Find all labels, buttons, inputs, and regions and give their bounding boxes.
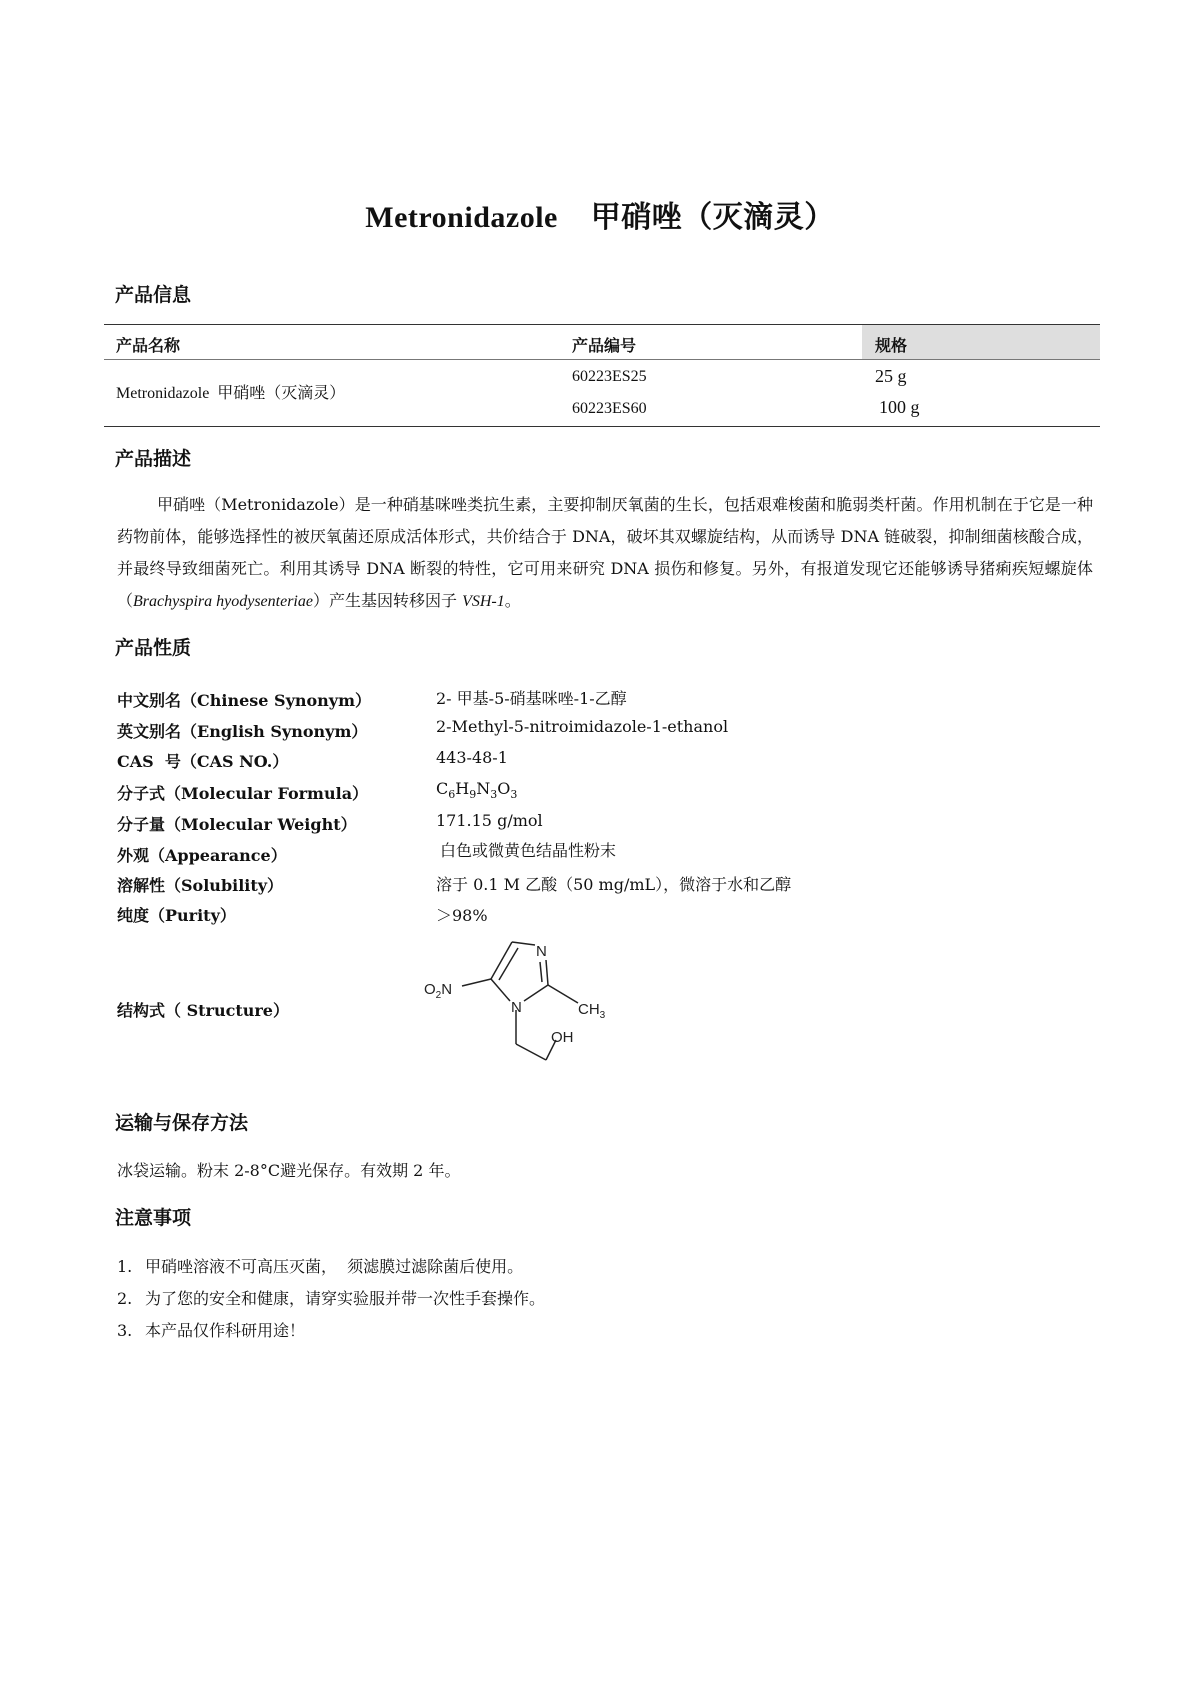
cell-code-1: 60223ES25 xyxy=(572,368,647,385)
species-name: Brachyspira hyodysenteriae xyxy=(133,593,313,610)
gene-name: VSH-1 xyxy=(462,593,505,610)
cell-product-name: Metronidazole 甲硝唑（灭滴灵） xyxy=(116,385,346,402)
section-heading-storage: 运输与保存方法 xyxy=(115,1112,249,1134)
cell-spec-1: 25 g xyxy=(875,366,907,386)
prop-label-weight: 分子量（Molecular Weight） xyxy=(117,815,357,834)
cell-spec-2: 100 g xyxy=(879,397,920,417)
prop-value-solubility: 溶于 0.1 M 乙酸（50 mg/mL），微溶于水和乙醇 xyxy=(436,875,792,894)
header-product-name: 产品名称 xyxy=(116,336,181,355)
description-paragraph xyxy=(117,489,1093,618)
prop-label-appearance: 外观（Appearance） xyxy=(117,846,287,865)
note-number: 3. xyxy=(117,1321,133,1340)
description-text-1: 甲硝唑（Metronidazole）是一种硝基咪唑类抗生素，主要抑制厌氧菌的生长，包括艰难梭菌和脆弱类杆菌。作用机制在于它是一种药物前体，能够选择性的被厌氧菌还原成活体形式，共价结合于 DNA，破坏其双螺旋结构，从而诱导 DNA 链破裂，抑制细菌核酸合成，并最终导致细菌死亡。利用其诱导 DNA 断裂的特性，它可用来研究 DNA 损伤和修复。另外，有报道发现它还能够诱导猪痢疾短螺旋体（ xyxy=(117,495,1093,610)
prop-label-cas: CAS 号（CAS NO.） xyxy=(117,752,289,771)
prop-label-solubility: 溶解性（Solubility） xyxy=(117,876,284,895)
section-heading-description: 产品描述 xyxy=(115,448,192,470)
note-number: 1. xyxy=(117,1257,133,1276)
description-text-2: ）产生基因转移因子 xyxy=(312,591,463,610)
prop-value-chinese-synonym: 2- 甲基-5-硝基咪唑-1-乙醇 xyxy=(436,689,627,708)
atom-methyl: $CH_3$ xyxy=(578,1001,606,1021)
atom-n1: N xyxy=(511,999,522,1016)
section-heading-notes: 注意事项 xyxy=(115,1207,192,1229)
prop-value-appearance: 白色或微黄色结晶性粉末 xyxy=(440,841,617,860)
section-heading-properties: 产品性质 xyxy=(115,637,192,659)
note-number: 2. xyxy=(117,1289,133,1308)
prop-value-weight: 171.15 g/mol xyxy=(436,811,543,830)
prop-label-formula: 分子式（Molecular Formula） xyxy=(117,784,369,803)
note-item xyxy=(117,1318,305,1341)
atom-nitro: $O_2N$ xyxy=(424,981,453,1001)
atom-n3: N xyxy=(536,943,547,960)
description-text-3: 。 xyxy=(504,591,521,610)
header-spec: 规格 xyxy=(875,336,908,355)
prop-value-purity: ＞98% xyxy=(436,906,488,925)
structure-formula xyxy=(424,932,650,1072)
prop-value-formula: $C_6H_9N_3O_3$ xyxy=(436,779,518,802)
note-text: 甲硝唑溶液不可高压灭菌， 须滤膜过滤除菌后使用。 xyxy=(145,1257,524,1276)
title-chinese: 甲硝唑（灭滴灵） xyxy=(590,200,835,235)
note-text: 本产品仅作科研用途！ xyxy=(145,1321,306,1340)
note-item xyxy=(117,1254,523,1277)
prop-label-english-synonym: 英文别名（English Synonym） xyxy=(117,722,368,741)
prop-value-cas: 443-48-1 xyxy=(436,748,508,767)
note-item xyxy=(117,1286,545,1309)
section-heading-info: 产品信息 xyxy=(115,284,192,306)
header-product-code: 产品编号 xyxy=(572,336,637,355)
note-text: 为了您的安全和健康，请穿实验服并带一次性手套操作。 xyxy=(145,1289,546,1308)
structure-label: 结构式（ Structure） xyxy=(117,1001,289,1020)
cell-code-2: 60223ES60 xyxy=(572,400,647,417)
title-english: Metronidazole xyxy=(365,201,558,234)
atom-hydroxyl: OH xyxy=(551,1029,574,1046)
storage-text: 冰袋运输。粉末 2-8°C避光保存。有效期 2 年。 xyxy=(117,1161,461,1180)
document-title xyxy=(0,192,1200,236)
product-table xyxy=(104,324,1100,427)
prop-value-english-synonym: 2-Methyl-5-nitroimidazole-1-ethanol xyxy=(436,717,729,736)
prop-label-purity: 纯度（Purity） xyxy=(117,906,236,925)
prop-label-chinese-synonym: 中文别名（Chinese Synonym） xyxy=(117,691,372,710)
product-table-header xyxy=(104,325,1100,360)
